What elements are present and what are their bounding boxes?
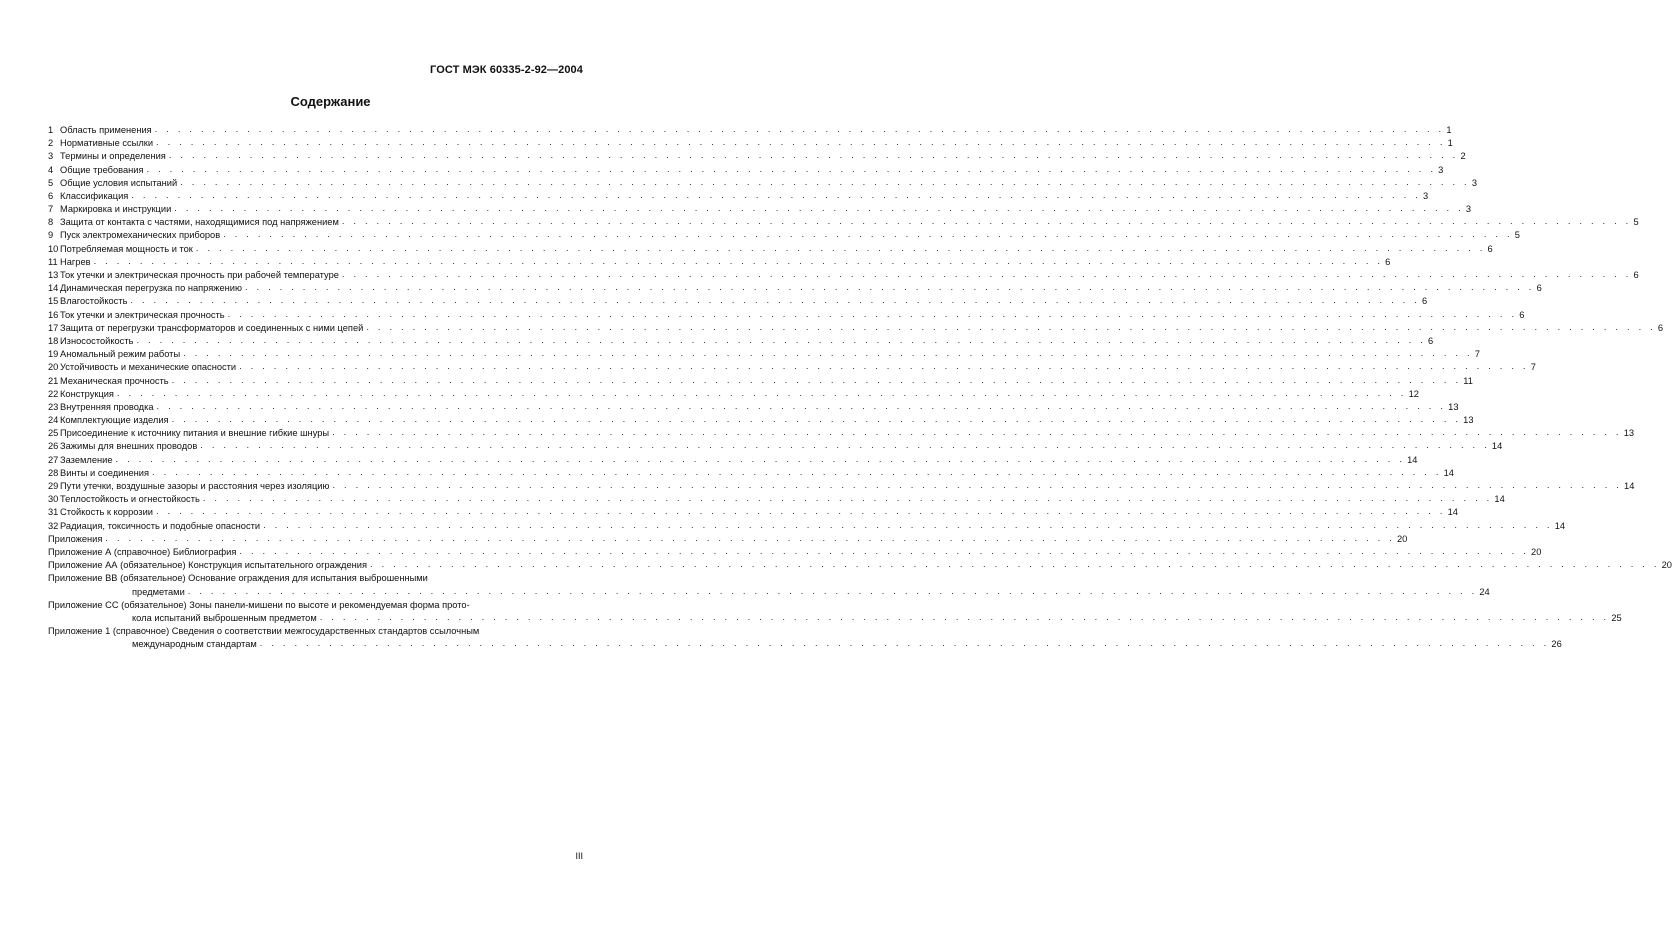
toc-entry-number: 2 — [48, 138, 54, 149]
toc-entry-appendix[interactable] — [48, 625, 1562, 651]
toc-entry-page: 25 — [1611, 612, 1622, 623]
toc-entry-title: Нормативные ссылки — [60, 138, 154, 149]
toc-entry-page: 14 — [1494, 494, 1505, 505]
dot-leader: . . . . . . . . . . . . . . . . . . . . . . . . . . . . . . . . . . . . . . . . . . . . . . . . . . . . . . . . . . . . . . . . . . . . . . . . . . . . . . . . . . . . . . . . . . . . . . . . . . . . . . . . . . . . . . . . — [332, 480, 1623, 491]
toc-entry-page: 14 — [1624, 481, 1635, 492]
toc-entry-page: 13 — [1463, 415, 1474, 426]
toc-entry-title: Пути утечки, воздушные зазоры и расстояния через изоляцию — [60, 481, 330, 492]
toc-entry-title-continued: предметами — [132, 586, 185, 597]
table-of-contents — [48, 123, 1672, 652]
toc-entry-number: 17 — [48, 322, 59, 333]
toc-entry-number: 30 — [48, 494, 59, 505]
dot-leader: . . . . . . . . . . . . . . . . . . . . . . . . . . . . . . . . . . . . . . . . . . . . . . . . . . . . . . . . . . . . . . . . . . . . . . . . . . . . . . . . . . . . . . . . . . . . . . . . . . . . . . . . . . . . . . . . — [366, 321, 1656, 332]
toc-entry-page: 14 — [1443, 467, 1454, 478]
toc-entry-title: Внутренняя проводка — [60, 401, 154, 412]
dot-leader: . . . . . . . . . . . . . . . . . . . . . . . . . . . . . . . . . . . . . . . . . . . . . . . . . . . . . . . . . . . . . . . . . . . . . . . . . . . . . . . . . . . . . . . . . . . . . . . . . . . . . . . . . . . . . . . . — [156, 137, 1446, 148]
toc-entry-title: Устойчивость и механические опасности — [60, 362, 237, 373]
dot-leader: . . . . . . . . . . . . . . . . . . . . . . . . . . . . . . . . . . . . . . . . . . . . . . . . . . . . . . . . . . . . . . . . . . . . . . . . . . . . . . . . . . . . . . . . . . . . . . . . . . . . . . . . . . . . . . . . — [156, 400, 1447, 411]
toc-entry-title: Заземление — [60, 454, 113, 465]
toc-entry-page: 3 — [1438, 164, 1444, 175]
toc-entry-number: 13 — [48, 270, 59, 281]
toc-entry-page: 14 — [1491, 441, 1503, 452]
dot-leader: . . . . . . . . . . . . . . . . . . . . . . . . . . . . . . . . . . . . . . . . . . . . . . . . . . . . . . . . . . . . . . . . . . . . . . . . . . . . . . . . . . . . . . . . . . . . . . . . . . . . . . . . . . . . . . . . — [332, 427, 1622, 438]
page-number: III — [575, 851, 583, 861]
toc-entry-page: 12 — [1408, 388, 1419, 399]
toc-entry-page: 6 — [1487, 243, 1493, 254]
toc-entry-title: Зажимы для внешних проводов — [60, 441, 198, 452]
toc-entry-title: Конструкция — [60, 388, 114, 399]
dot-leader: . . . . . . . . . . . . . . . . . . . . . . . . . . . . . . . . . . . . . . . . . . . . . . . . . . . . . . . . . . . . . . . . . . . . . . . . . . . . . . . . . . . . . . . . . . . . . . . . . . . . . . . . . . . . . . . . — [105, 532, 1396, 543]
dot-leader: . . . . . . . . . . . . . . . . . . . . . . . . . . . . . . . . . . . . . . . . . . . . . . . . . . . . . . . . . . . . . . . . . . . . . . . . . . . . . . . . . . . . . . . . . . . . . . . . . . . . . . . . . . . . . . . . — [200, 440, 1490, 451]
toc-entry-title: Аномальный режим работы — [60, 349, 181, 360]
toc-entry-title: Маркировка и инструкции — [60, 204, 172, 215]
toc-entry-number: 8 — [48, 217, 54, 228]
dot-leader: . . . . . . . . . . . . . . . . . . . . . . . . . . . . . . . . . . . . . . . . . . . . . . . . . . . . . . . . . . . . . . . . . . . . . . . . . . . . . . . . . . . . . . . . . . . . . . . . . . . . . . . . . . . . . . . . — [116, 387, 1407, 398]
toc-entry-title-continued: международным стандартам — [132, 639, 257, 650]
toc-entry-number: 7 — [48, 204, 54, 215]
toc-entry-number: 16 — [48, 309, 59, 320]
dot-leader: . . . . . . . . . . . . . . . . . . . . . . . . . . . . . . . . . . . . . . . . . . . . . . . . . . . . . . . . . . . . . . . . . . . . . . . . . . . . . . . . . . . . . . . . . . . . . . . . . . . . . . . . . . . . . . . . — [263, 519, 1553, 530]
dot-leader: . . . . . . . . . . . . . . . . . . . . . . . . . . . . . . . . . . . . . . . . . . . . . . . . . . . . . . . . . . . . . . . . . . . . . . . . . . . . . . . . . . . . . . . . . . . . . . . . . . . . . . . . . . . . . . . . — [227, 308, 1518, 319]
dot-leader: . . . . . . . . . . . . . . . . . . . . . . . . . . . . . . . . . . . . . . . . . . . . . . . . . . . . . . . . . . . . . . . . . . . . . . . . . . . . . . . . . . . . . . . . . . . . . . . . . . . . . . . . . . . . . . . . — [130, 295, 1421, 306]
toc-entry-title: Ток утечки и электрическая прочность — [60, 309, 225, 320]
toc-entry[interactable] — [48, 559, 1672, 572]
toc-entry-number: 26 — [48, 441, 59, 452]
toc-entry-number: 23 — [48, 401, 59, 412]
dot-leader: . . . . . . . . . . . . . . . . . . . . . . . . . . . . . . . . . . . . . . . . . . . . . . . . . . . . . . . . . . . . . . . . . . . . . . . . . . . . . . . . . . . . . . . . . . . . . . . . . . . . . . . . . . . . . . . . — [341, 269, 1632, 280]
toc-entry-page: 6 — [1422, 296, 1428, 307]
toc-entry-number: 25 — [48, 428, 59, 439]
toc-entry-page: 6 — [1633, 270, 1639, 281]
toc-entry-title: Механическая прочность — [60, 375, 169, 386]
toc-entry-number: 24 — [48, 415, 59, 426]
dot-leader: . . . . . . . . . . . . . . . . . . . . . . . . . . . . . . . . . . . . . . . . . . . . . . . . . . . . . . . . . . . . . . . . . . . . . . . . . . . . . . . . . . . . . . . . . . . . . . . . . . . . . . . . . . . . . . . . — [146, 163, 1437, 174]
toc-entry-page: 1 — [1446, 124, 1452, 135]
dot-leader: . . . . . . . . . . . . . . . . . . . . . . . . . . . . . . . . . . . . . . . . . . . . . . . . . . . . . . . . . . . . . . . . . . . . . . . . . . . . . . . . . . . . . . . . . . . . . . . . . . . . . . . . . . . . . . . . — [244, 282, 1535, 293]
toc-entry-title: Приложение 1 (справочное) Сведения о соответствии межгосударственных стандартов ссылочным — [48, 626, 480, 637]
toc-entry-page: 7 — [1530, 362, 1536, 373]
toc-entry-appendix[interactable] — [48, 572, 1490, 598]
toc-entry-title: Пуск электромеханических приборов — [60, 230, 221, 241]
toc-entry-page: 1 — [1447, 138, 1453, 149]
dot-leader: . . . . . . . . . . . . . . . . . . . . . . . . . . . . . . . . . . . . . . . . . . . . . . . . . . . . . . . . . . . . . . . . . . . . . . . . . . . . . . . . . . . . . . . . . . . . . . . . . . . . . . . . . . . . . . . . — [168, 150, 1459, 161]
toc-entry-number: 27 — [48, 454, 59, 465]
dot-leader: . . . . . . . . . . . . . . . . . . . . . . . . . . . . . . . . . . . . . . . . . . . . . . . . . . . . . . . . . . . . . . . . . . . . . . . . . . . . . . . . . . . . . . . . . . . . . . . . . . . . . . . . . . . . . . . . — [131, 189, 1421, 200]
toc-entry-title-continued: кола испытаний выброшенным предметом — [132, 612, 317, 623]
toc-entry-number: 11 — [48, 256, 58, 267]
dot-leader: . . . . . . . . . . . . . . . . . . . . . . . . . . . . . . . . . . . . . . . . . . . . . . . . . . . . . . . . . . . . . . . . . . . . . . . . . . . . . . . . . . . . . . . . . . . . . . . . . . . . . . . . . . . . . . . . — [155, 506, 1446, 517]
dot-leader: . . . . . . . . . . . . . . . . . . . . . . . . . . . . . . . . . . . . . . . . . . . . . . . . . . . . . . . . . . . . . . . . . . . . . . . . . . . . . . . . . . . . . . . . . . . . . . . . . . . . . . . . . . . . . . . . — [319, 611, 1610, 622]
toc-entry-title: Винты и соединения — [60, 467, 150, 478]
toc-entry-number: 1 — [48, 124, 54, 135]
toc-entry-page: 13 — [1448, 401, 1459, 412]
toc-entry-page: 26 — [1551, 639, 1562, 650]
toc-entry-title: Динамическая перегрузка по напряжению — [60, 283, 242, 294]
toc-entry-page: 6 — [1536, 283, 1542, 294]
dot-leader: . . . . . . . . . . . . . . . . . . . . . . . . . . . . . . . . . . . . . . . . . . . . . . . . . . . . . . . . . . . . . . . . . . . . . . . . . . . . . . . . . . . . . . . . . . . . . . . . . . . . . . . . . . . . . . . . — [93, 255, 1384, 266]
toc-entry-title: Защита от перегрузки трансформаторов и соединенных с ними цепей — [60, 322, 364, 333]
toc-entry-page: 24 — [1479, 586, 1490, 597]
dot-leader: . . . . . . . . . . . . . . . . . . . . . . . . . . . . . . . . . . . . . . . . . . . . . . . . . . . . . . . . . . . . . . . . . . . . . . . . . . . . . . . . . . . . . . . . . . . . . . . . . . . . . . . . . . . . . . . . — [171, 374, 1462, 385]
toc-entry-page: 6 — [1657, 322, 1664, 333]
toc-entry-title: Классификация — [60, 190, 129, 201]
toc-entry-page: 2 — [1460, 151, 1466, 162]
dot-leader: . . . . . . . . . . . . . . . . . . . . . . . . . . . . . . . . . . . . . . . . . . . . . . . . . . . . . . . . . . . . . . . . . . . . . . . . . . . . . . . . . . . . . . . . . . . . . . . . . . . . . . . . . . . . . . . . — [259, 638, 1550, 649]
toc-entry-number: 20 — [48, 362, 59, 373]
dot-leader: . . . . . . . . . . . . . . . . . . . . . . . . . . . . . . . . . . . . . . . . . . . . . . . . . . . . . . . . . . . . . . . . . . . . . . . . . . . . . . . . . . . . . . . . . . . . . . . . . . . . . . . . . . . . . . . . — [136, 334, 1427, 345]
toc-entry-number: 22 — [48, 388, 59, 399]
toc-entry-title: Общие условия испытаний — [60, 177, 178, 188]
toc-entry-appendix[interactable] — [48, 599, 1622, 625]
toc-entry-page: 11 — [1463, 375, 1473, 386]
dot-leader: . . . . . . . . . . . . . . . . . . . . . . . . . . . . . . . . . . . . . . . . . . . . . . . . . . . . . . . . . . . . . . . . . . . . . . . . . . . . . . . . . . . . . . . . . . . . . . . . . . . . . . . . . . . . . . . . — [171, 414, 1462, 425]
toc-entry-page: 20 — [1531, 546, 1542, 557]
toc-entry-title: Приложение СС (обязательное) Зоны панели-мишени по высоте и рекомендуемая форма прото- — [48, 599, 470, 610]
dot-leader: . . . . . . . . . . . . . . . . . . . . . . . . . . . . . . . . . . . . . . . . . . . . . . . . . . . . . . . . . . . . . . . . . . . . . . . . . . . . . . . . . . . . . . . . . . . . . . . . . . . . . . . . . . . . . . . . — [115, 453, 1406, 464]
toc-entry-page: 20 — [1661, 560, 1672, 571]
dot-leader: . . . . . . . . . . . . . . . . . . . . . . . . . . . . . . . . . . . . . . . . . . . . . . . . . . . . . . . . . . . . . . . . . . . . . . . . . . . . . . . . . . . . . . . . . . . . . . . . . . . . . . . . . . . . . . . . — [239, 545, 1530, 556]
toc-entry-title: Теплостойкость и огнестойкость — [60, 494, 200, 505]
toc-entry-number: 32 — [48, 520, 59, 531]
toc-entry-page: 20 — [1397, 533, 1408, 544]
page-title: Содержание — [290, 94, 371, 109]
toc-entry-title: Влагостойкость — [60, 296, 128, 307]
dot-leader: . . . . . . . . . . . . . . . . . . . . . . . . . . . . . . . . . . . . . . . . . . . . . . . . . . . . . . . . . . . . . . . . . . . . . . . . . . . . . . . . . . . . . . . . . . . . . . . . . . . . . . . . . . . . . . . . — [154, 123, 1445, 134]
toc-entry-title: Термины и определения — [60, 151, 166, 162]
toc-entry-number: 31 — [48, 507, 59, 518]
toc-entry-number: 14 — [48, 283, 59, 294]
dot-leader: . . . . . . . . . . . . . . . . . . . . . . . . . . . . . . . . . . . . . . . . . . . . . . . . . . . . . . . . . . . . . . . . . . . . . . . . . . . . . . . . . . . . . . . . . . . . . . . . . . . . . . . . . . . . . . . . — [183, 348, 1473, 359]
toc-entry-title: Приложение ВВ (обязательное) Основание ограждения для испытания выброшенными — [48, 573, 428, 584]
document-header: ГОСТ МЭК 60335-2-92—2004 — [430, 64, 583, 76]
toc-entry-title: Приложение А (справочное) Библиография — [48, 546, 237, 557]
toc-entry-page: 3 — [1422, 190, 1429, 201]
toc-entry-page: 13 — [1623, 428, 1635, 439]
toc-entry-page: 14 — [1447, 507, 1458, 518]
toc-entry-page: 5 — [1633, 217, 1639, 228]
toc-entry-title: Стойкость к коррозии — [60, 507, 153, 518]
dot-leader: . . . . . . . . . . . . . . . . . . . . . . . . . . . . . . . . . . . . . . . . . . . . . . . . . . . . . . . . . . . . . . . . . . . . . . . . . . . . . . . . . . . . . . . . . . . . . . . . . . . . . . . . . . . . . . . . — [152, 466, 1442, 477]
toc-entry-number: 6 — [48, 190, 54, 201]
toc-entry-number: 9 — [48, 230, 54, 241]
toc-entry-page: 3 — [1465, 204, 1472, 215]
dot-leader: . . . . . . . . . . . . . . . . . . . . . . . . . . . . . . . . . . . . . . . . . . . . . . . . . . . . . . . . . . . . . . . . . . . . . . . . . . . . . . . . . . . . . . . . . . . . . . . . . . . . . . . . . . . . . . . . — [187, 585, 1478, 596]
toc-entry-number: 4 — [48, 164, 54, 175]
dot-leader: . . . . . . . . . . . . . . . . . . . . . . . . . . . . . . . . . . . . . . . . . . . . . . . . . . . . . . . . . . . . . . . . . . . . . . . . . . . . . . . . . . . . . . . . . . . . . . . . . . . . . . . . . . . . . . . . — [239, 361, 1529, 372]
toc-entry-number: 21 — [48, 375, 59, 386]
toc-entry-number: 10 — [48, 243, 59, 254]
toc-entry-title: Ток утечки и электрическая прочность при рабочей температуре — [60, 270, 339, 281]
toc-entry-title: Защита от контакта с частями, находящимися под напряжением — [60, 217, 339, 228]
toc-entry-title: Комплектующие изделия — [60, 415, 169, 426]
toc-entry-title: Приложения — [48, 533, 103, 544]
dot-leader: . . . . . . . . . . . . . . . . . . . . . . . . . . . . . . . . . . . . . . . . . . . . . . . . . . . . . . . . . . . . . . . . . . . . . . . . . . . . . . . . . . . . . . . . . . . . . . . . . . . . . . . . . . . . . . . . — [195, 242, 1486, 253]
dot-leader: . . . . . . . . . . . . . . . . . . . . . . . . . . . . . . . . . . . . . . . . . . . . . . . . . . . . . . . . . . . . . . . . . . . . . . . . . . . . . . . . . . . . . . . . . . . . . . . . . . . . . . . . . . . . . . . . — [202, 493, 1493, 504]
toc-entry-title: Присоединение к источнику питания и внешние гибкие шнуры — [60, 428, 330, 439]
toc-entry-page: 14 — [1407, 454, 1418, 465]
toc-entry-number: 28 — [48, 467, 59, 478]
dot-leader: . . . . . . . . . . . . . . . . . . . . . . . . . . . . . . . . . . . . . . . . . . . . . . . . . . . . . . . . . . . . . . . . . . . . . . . . . . . . . . . . . . . . . . . . . . . . . . . . . . . . . . . . . . . . . . . . — [180, 176, 1470, 187]
toc-entry-title: Нагрев — [60, 256, 91, 267]
toc-entry-page: 14 — [1554, 520, 1566, 531]
toc-entry-page: 6 — [1385, 256, 1391, 267]
toc-entry-number: 18 — [48, 335, 59, 346]
toc-entry-number: 29 — [48, 481, 59, 492]
toc-entry-page: 7 — [1474, 349, 1480, 360]
dot-leader: . . . . . . . . . . . . . . . . . . . . . . . . . . . . . . . . . . . . . . . . . . . . . . . . . . . . . . . . . . . . . . . . . . . . . . . . . . . . . . . . . . . . . . . . . . . . . . . . . . . . . . . . . . . . . . . . — [174, 203, 1464, 214]
toc-entry-number: 19 — [48, 349, 59, 360]
toc-entry-title: Приложение АА (обязательное) Конструкция испытательного ограждения — [48, 560, 368, 571]
dot-leader: . . . . . . . . . . . . . . . . . . . . . . . . . . . . . . . . . . . . . . . . . . . . . . . . . . . . . . . . . . . . . . . . . . . . . . . . . . . . . . . . . . . . . . . . . . . . . . . . . . . . . . . . . . . . . . . . — [223, 229, 1513, 240]
toc-entry-title: Радиация, токсичность и подобные опасности — [60, 520, 261, 531]
toc-entry-number: 5 — [48, 177, 54, 188]
toc-entry-number: 3 — [48, 151, 54, 162]
toc-entry-page: 6 — [1519, 309, 1525, 320]
toc-entry-title: Область применения — [60, 124, 152, 135]
toc-entry-page: 6 — [1428, 335, 1434, 346]
dot-leader: . . . . . . . . . . . . . . . . . . . . . . . . . . . . . . . . . . . . . . . . . . . . . . . . . . . . . . . . . . . . . . . . . . . . . . . . . . . . . . . . . . . . . . . . . . . . . . . . . . . . . . . . . . . . . . . . — [370, 559, 1660, 570]
toc-entry-page: 5 — [1514, 230, 1520, 241]
toc-entry-page: 3 — [1471, 177, 1477, 188]
toc-entry-title: Потребляемая мощность и ток — [60, 243, 193, 254]
toc-entry-title: Износостойкость — [60, 335, 134, 346]
toc-entry-title: Общие требования — [60, 164, 144, 175]
toc-entry-number: 15 — [48, 296, 59, 307]
dot-leader: . . . . . . . . . . . . . . . . . . . . . . . . . . . . . . . . . . . . . . . . . . . . . . . . . . . . . . . . . . . . . . . . . . . . . . . . . . . . . . . . . . . . . . . . . . . . . . . . . . . . . . . . . . . . . . . . — [341, 216, 1632, 227]
